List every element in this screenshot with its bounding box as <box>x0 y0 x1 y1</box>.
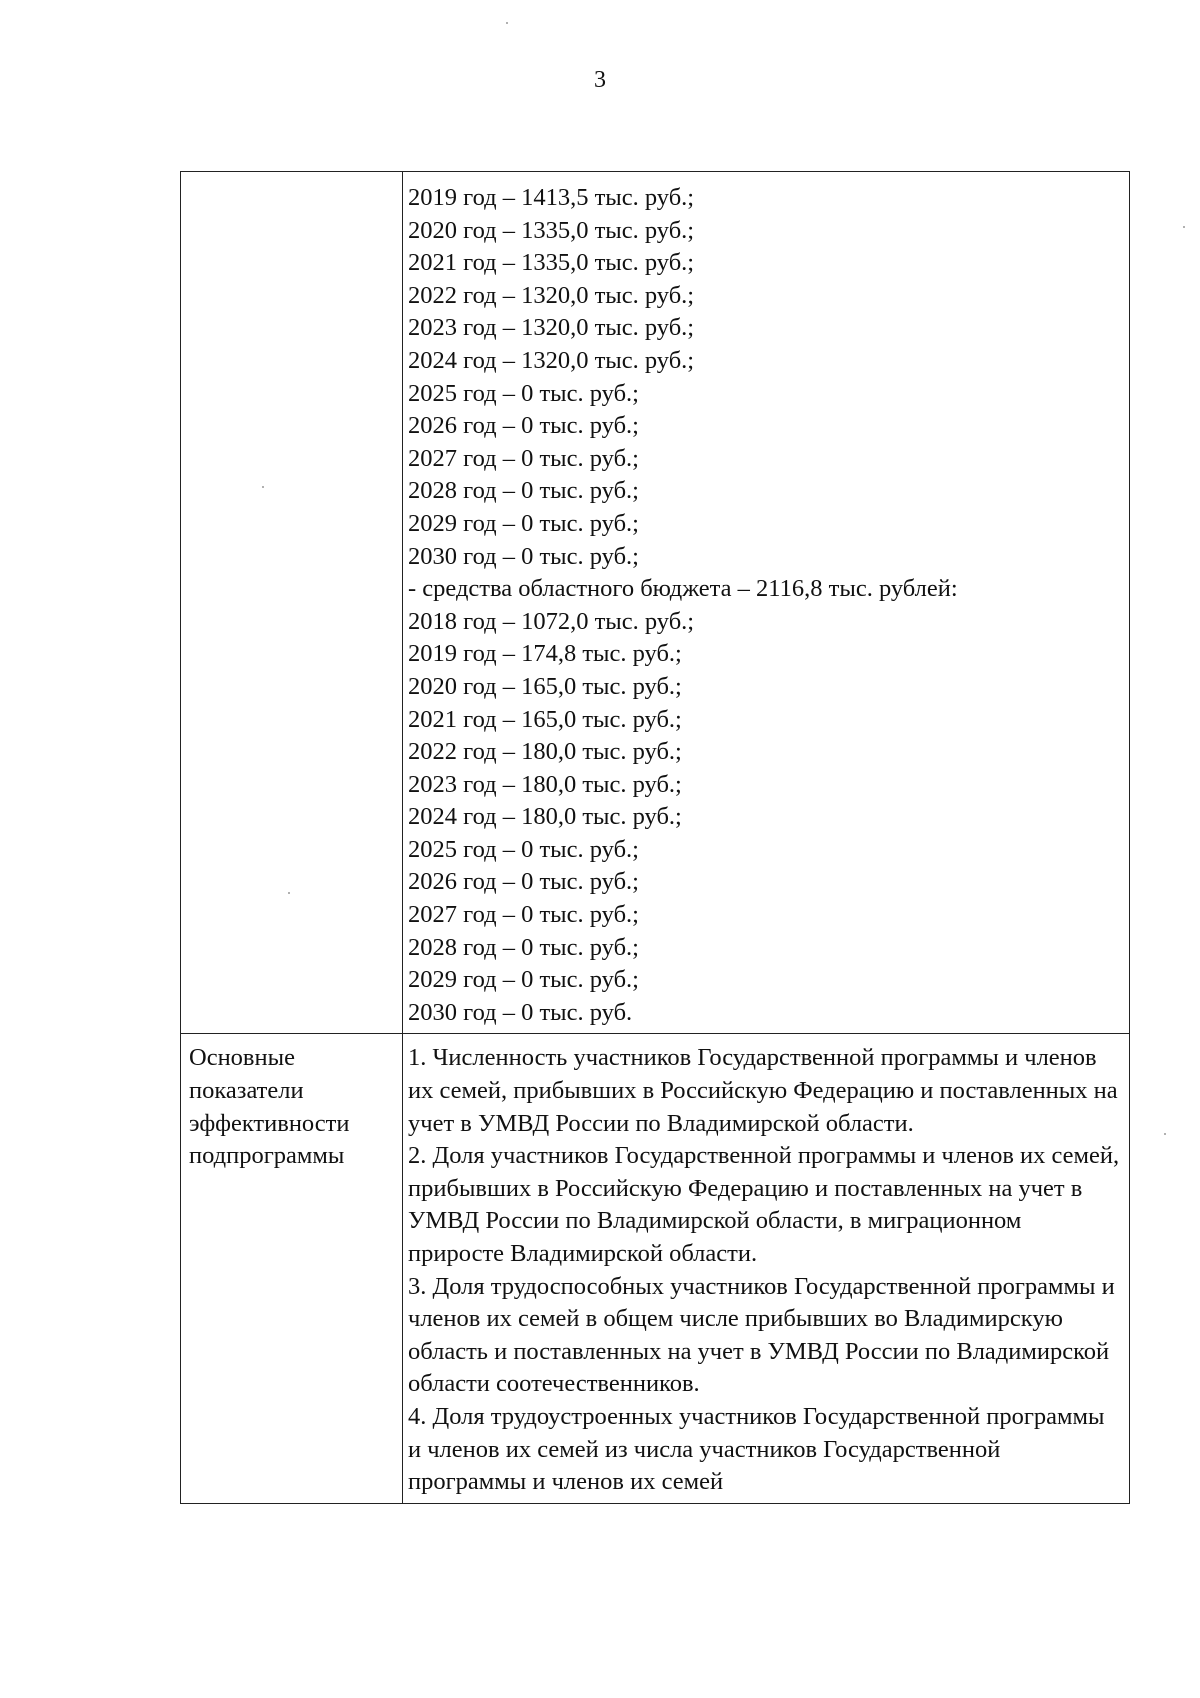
scan-speck <box>1183 226 1185 228</box>
funding-line: 2028 год – 0 тыс. руб.; <box>408 933 639 961</box>
indicator-item: 2. Доля участников Государственной программы и членов их семей, прибывших в Российскую Федерацию и поставленных на учет в УМВД России по Владимирской области, в миграционном приросте Владимирской области. <box>408 1142 1120 1267</box>
funding-line: 2026 год – 0 тыс. руб.; <box>408 868 639 896</box>
scan-speck <box>1164 1133 1166 1135</box>
scan-speck <box>506 22 508 24</box>
funding-line: 2019 год – 174,8 тыс. руб.; <box>408 640 682 668</box>
funding-line: 2027 год – 0 тыс. руб.; <box>408 901 639 929</box>
funding-line: 2027 год – 0 тыс. руб.; <box>408 444 639 472</box>
row-label-line: Основные <box>189 1044 295 1072</box>
indicator-item: 4. Доля трудоустроенных участников Государственной программы и членов их семей из числа участников Государственной программы и членов их семей <box>408 1402 1105 1496</box>
subprogram-passport-table <box>180 171 1130 1504</box>
funding-line: 2025 год – 0 тыс. руб.; <box>408 835 639 863</box>
funding-line: 2020 год – 1335,0 тыс. руб.; <box>408 216 695 244</box>
row-label-empty <box>181 172 403 1034</box>
table-row <box>181 172 1130 1034</box>
funding-line: 2029 год – 0 тыс. руб.; <box>408 509 639 537</box>
indicator-item: 3. Доля трудоспособных участников Государственной программы и членов их семей в общем числе прибывших во Владимирскую область и поставленных на учет в УМВД России по Владимирской области соотечественников. <box>408 1272 1115 1398</box>
table-row <box>181 1034 1130 1503</box>
funding-list-cell <box>403 172 1130 1034</box>
funding-line: 2029 год – 0 тыс. руб.; <box>408 966 639 994</box>
funding-line: 2026 год – 0 тыс. руб.; <box>408 412 639 440</box>
row-label-line: эффективности <box>189 1109 350 1137</box>
indicators-cell <box>403 1034 1130 1503</box>
page-number: 3 <box>594 67 606 93</box>
funding-line: 2028 год – 0 тыс. руб.; <box>408 477 639 505</box>
row-label-line: подпрограммы <box>189 1142 345 1170</box>
regional-budget-heading: - средства областного бюджета – 2116,8 тыс. рублей: <box>408 575 958 603</box>
funding-line: 2030 год – 0 тыс. руб.; <box>408 542 639 570</box>
funding-line: 2021 год – 165,0 тыс. руб.; <box>408 705 682 733</box>
indicator-item: 1. Численность участников Государственной программы и членов их семей, прибывших в Российскую Федерацию и поставленных на учет в УМВД России по Владимирской области. <box>408 1044 1118 1137</box>
funding-line: 2022 год – 180,0 тыс. руб.; <box>408 738 682 766</box>
funding-line: 2024 год – 1320,0 тыс. руб.; <box>408 346 695 374</box>
funding-line: 2025 год – 0 тыс. руб.; <box>408 379 639 407</box>
funding-line: 2021 год – 1335,0 тыс. руб.; <box>408 249 695 277</box>
funding-line: 2030 год – 0 тыс. руб. <box>408 998 633 1026</box>
funding-line: 2023 год – 180,0 тыс. руб.; <box>408 770 682 798</box>
funding-line: 2022 год – 1320,0 тыс. руб.; <box>408 281 695 309</box>
funding-line: 2023 год – 1320,0 тыс. руб.; <box>408 314 695 342</box>
funding-line: 2024 год – 180,0 тыс. руб.; <box>408 803 682 831</box>
row-label-indicators <box>181 1034 403 1503</box>
funding-line: 2020 год – 165,0 тыс. руб.; <box>408 672 682 700</box>
funding-line: 2018 год – 1072,0 тыс. руб.; <box>408 607 695 635</box>
funding-line: 2019 год – 1413,5 тыс. руб.; <box>408 184 695 211</box>
row-label-line: показатели <box>189 1077 304 1105</box>
